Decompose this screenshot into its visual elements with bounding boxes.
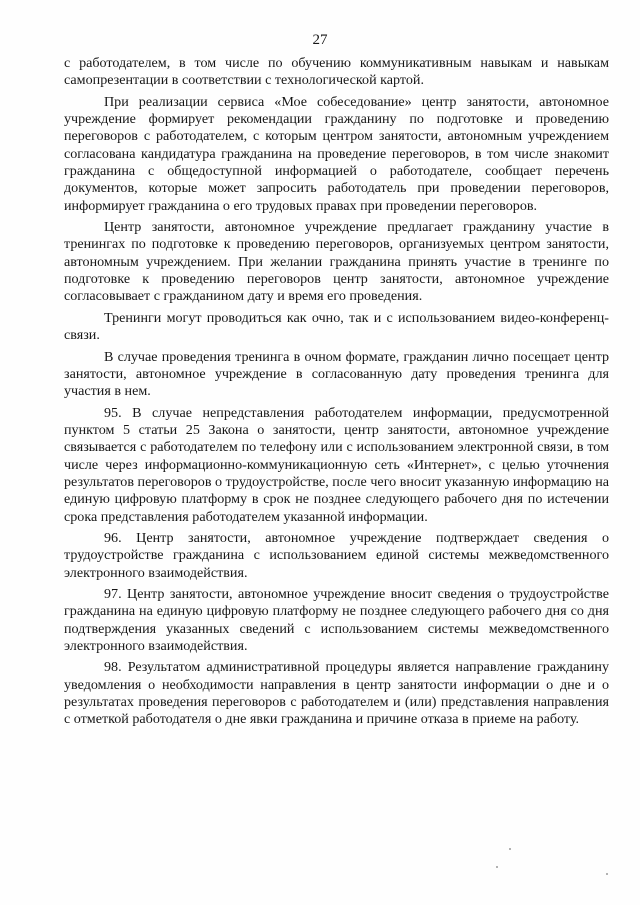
paragraph-item-97: 97. Центр занятости, автономное учреждение вносит сведения о трудоустройстве гражданина на единую цифровую платформу не позднее следующего рабочего дня со дня подтверждения указанных сведений с использованием системы межведомственного электронного взаимодействия. [64,585,609,654]
paragraph-continuation: с работодателем, в том числе по обучению коммуникативным навыкам и навыкам самопрезентации в соответствии с технологической картой. [64,55,609,89]
paragraph-item-95: 95. В случае непредставления работодателем информации, предусмотренной пунктом 5 статьи 25 Закона о занятости, центр занятости, автономное учреждение связывается с работодателем по телефону или с использованием электронной связи, в том числе через информационно-коммуникационную сеть «Интернет», с целью уточнения результатов переговоров о трудоустройстве, после чего вносит указанную информацию на единую цифровую платформу в срок не позднее следующего рабочего дня по истечении срока представления работодателем указанной информации. [64,404,609,525]
paragraph-my-interview-service: При реализации сервиса «Мое собеседование» центр занятости, автономное учреждение формирует рекомендации гражданину по подготовке и проведению переговоров с работодателем, с которым центром занятости, автономным учреждением согласована кандидатура гражданина на проведение переговоров, в том числе знакомит гражданина с общедоступной информацией о работодателе, сообщает перечень документов, которые может запросить работодатель при проведении переговоров, информирует гражданина о его трудовых правах при проведении переговоров. [64,93,609,214]
paragraph-item-96: 96. Центр занятости, автономное учреждение подтверждает сведения о трудоустройстве гражданина с использованием единой системы межведомственного электронного взаимодействия. [64,529,609,581]
document-body [64,55,609,733]
paragraph-in-person-training: В случае проведения тренинга в очном формате, гражданин лично посещает центр занятости, автономное учреждение в согласованную дату проведения тренинга для участия в нем. [64,348,609,400]
page-number: 27 [312,32,328,48]
paragraph-trainings-format: Тренинги могут проводиться как очно, так и с использованием видео-конференц-связи. [64,309,609,344]
paragraph-item-98: 98. Результатом административной процедуры является направление гражданину уведомления о необходимости направления в центр занятости информации о дне и о результатах проведения переговоров с работодателем и (или) представления направления с отметкой работодателя о дне явки гражданина и причине отказа в приеме на работу. [64,659,609,728]
paragraph-trainings-offer: Центр занятости, автономное учреждение предлагает гражданину участие в тренингах по подготовке к проведению переговоров, организуемых центром занятости, автономным учреждением. При желании гражданина принять участие в тренинге по подготовке к проведению переговоров центр занятости, автономное учреждение согласовывает с гражданином дату и время его проведения. [64,219,609,305]
